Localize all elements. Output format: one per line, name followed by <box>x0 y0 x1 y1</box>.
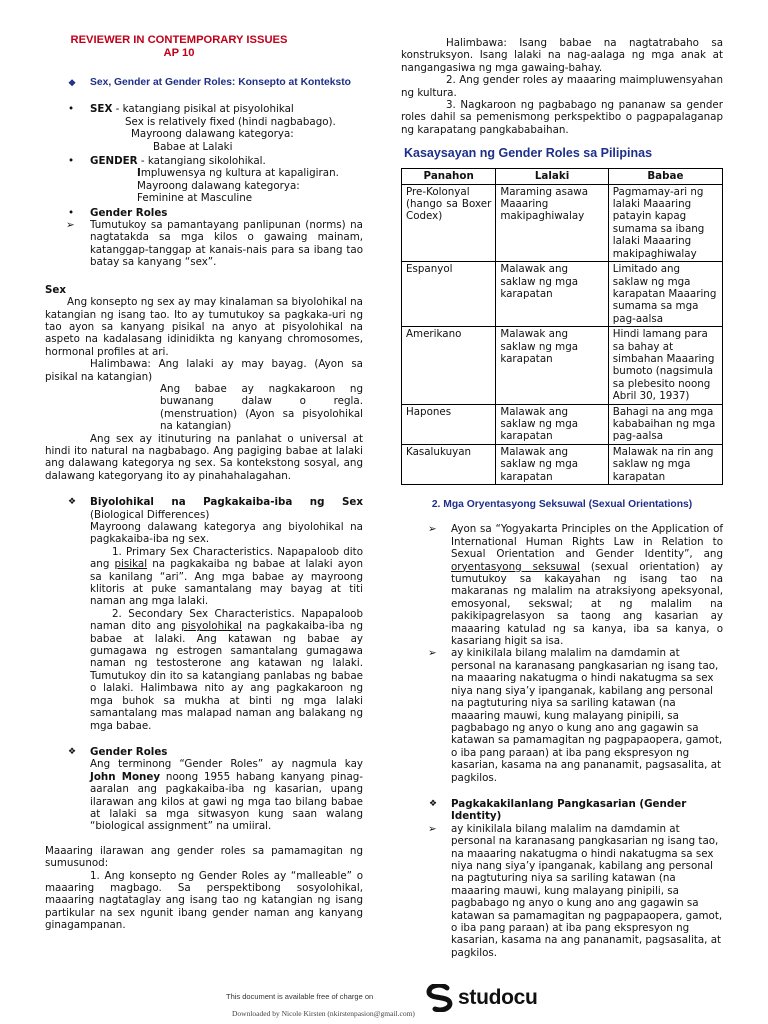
bullet-icon: • <box>68 155 75 168</box>
gender-categories: Feminine at Masculine <box>137 192 253 205</box>
table-cell: Hapones <box>402 404 496 444</box>
gender-roles-paragraph: Ang terminong “Gender Roles” ay nagmula kay John Money noong 1955 habang kanyang pinag- aaralan ang pagkakaiba-iba ng kasarian, upang ilarawan ang kilos at gawi ng mga tao bilang babae at lalaki sa mga sitwasyon kung saan walang “biological assignment” na umiiral. <box>90 758 363 833</box>
diamond-bullet-icon: ❖ <box>429 798 438 809</box>
gender-identity-definition: ➢ ay kinikilala bilang malalim na damdamin at personal na karanasang pangkasarian ng isang tao, na maaaring nakatugma o hindi nakatugma sa sex niya nang siya’y ipanganak, kabilang ang personal na pagtuturing niya sa sariling katawan (na maaaring mauwi, kung malayang pinipili, sa pagbabago ng anyo o kung ano ang gagawin sa katawan sa pamamagitan ng pagpapaopera, gamot, o iba pang paraan) at iba pang ekspresyon ng kasarian, kasama na ang pananamit, pagsasalita, at pagkilos. <box>428 822 723 959</box>
gender-identity-heading: ❖ Pagkakakilanlang Pangkasarian (Gender Identity) <box>429 797 687 823</box>
table-header: Lalaki <box>496 169 608 184</box>
diamond-bullet-icon: ❖ <box>68 78 77 88</box>
table-row <box>402 327 723 404</box>
sex-heading: Sex <box>45 283 67 296</box>
gender-definition: • GENDER - katangiang sikolohikal. <box>68 155 266 168</box>
table-header: Panahon <box>402 169 496 184</box>
bullet-icon: • <box>68 103 75 116</box>
table-cell: Pre-Kolonyal (hango sa Boxer Codex) <box>402 184 496 261</box>
arrow-bullet-icon: ➢ <box>428 523 437 536</box>
table-row <box>402 404 723 444</box>
diamond-bullet-icon: ❖ <box>68 497 77 508</box>
footer-downloaded-by: Downloaded by Nicole Kirsten (nkirstenpasion@gmail.com) <box>232 1009 415 1018</box>
sex-categories-label: Mayroong dalawang kategorya: <box>131 128 294 141</box>
primary-sex-characteristics: 1. Primary Sex Characteristics. Napapaloob dito ang pisikal na pagkakaiba ng babae at lalaki ayon sa kanilang “ari”. Ang mga babae ay mayroong klitoris at puke samantalang may bayag at titi naman ang mga lalaki. <box>90 545 363 608</box>
footer-availability: This document is available free of charge on <box>226 992 374 1001</box>
secondary-sex-characteristics: 2. Secondary Sex Characteristics. Napapaloob naman dito ang pisyolohikal na pagkakaiba-iba ng babae at lalaki. Ang katawan ng babae ay gumagawa ng estrogen samantalang gumagawa naman ng testosterone ang katawan ng lalaki. Tumutukoy din ito sa katangiang panlabas ng babae o lalaki. Halimbawa nito ay ang pagkakaroon ng mga buhok sa mukha at binti ng mga lalaki samantalang mas malapad naman ang balakang ng mga babae. <box>90 607 363 732</box>
sex-example-2: Ang babae ay nagkakaroon ng buwanang dalaw o regla. (menstruation) (Ayon sa pisyolohikal na katangian) <box>160 382 363 433</box>
document-title <box>0 34 363 60</box>
sex-categories: Babae at Lalaki <box>153 140 233 153</box>
title-line2: AP 10 <box>163 47 195 59</box>
gender-roles-heading: ❖ Gender Roles <box>68 745 168 758</box>
bio-intro: Mayroong dalawang kategorya ang biyolohikal na pagkakaiba-iba ng sex. <box>90 521 363 546</box>
gender-roles-example: Halimbawa: Isang babae na nagtatrabaho sa konstruksyon. Isang lalaki na nag-aalaga ng mga anak at nangangasiwa ng mga gawaing-bahay. <box>401 37 723 74</box>
table-cell: Bahagi na ang mga kababaihan ng mga pag-aalsa <box>608 404 722 444</box>
gender-influence: Impluwensya ng kultura at kapaligiran. <box>137 167 339 180</box>
table-cell: Espanyol <box>402 262 496 327</box>
sexual-orientation-point-2: ➢ ay kinikilala bilang malalim na damdamin at personal na karanasang pangkasarian ng isang tao, na maaaring nakatugma o hindi nakatugma sa sex niya nang siya’y ipanganak, kabilang ang personal na pagtuturing niya sa sariling katawan (na maaaring mauwi, kung malayang pinipili, sa pagbabago ng anyo o kung ano ang gagawin sa katawan sa pamamagitan ng pagpapaopera, gamot, o iba pang paraan) at iba pang ekspresyon ng kasarian, kasama na ang pananamit, pagsasalita, at pagkilos. <box>428 647 723 784</box>
studocu-wordmark: studocu <box>458 986 538 1009</box>
studocu-logo-icon <box>425 984 455 1012</box>
left-column <box>45 34 363 932</box>
table-cell: Kasalukuyan <box>402 444 496 484</box>
table-cell: Malawak ang saklaw ng mga karapatan <box>496 262 608 327</box>
gender-roles-description-3: 3. Nagkaroon ng pagbabago ng pananaw sa gender roles dahil sa pemenismong perkspektibo o pagpapalaganap ng karapatang pangkababaihan. <box>401 99 723 136</box>
sex-definition: • SEX - katangiang pisikal at pisyolohikal <box>68 103 294 116</box>
gender-roles-definition: ➢ Tumutukoy sa pamantayang panlipunan (norms) na nagtatakda sa mga kilos o gawaing mainam, katanggap-tanggap at kanais-nais para sa ibang tao batay sa kanyang “sex”. <box>66 219 363 269</box>
table-cell: Pagmamay-ari ng lalaki Maaaring patayin kapag sumama sa ibang lalaki Maaaring makipaghiwalay <box>608 184 722 261</box>
table-cell: Malawak ang saklaw ng mga karapatan <box>496 404 608 444</box>
gender-roles-description-intro: Maaaring ilarawan ang gender roles sa pamamagitan ng sumusunod: <box>45 844 363 870</box>
gender-roles-description-1: 1. Ang konsepto ng Gender Roles ay “malleable” o maaaring magbago. Sa perspektibong sosyolohikal, maaaring nagtataglay ang isang tao ng katangian ng isang partikular na sex ngunit ibang gender naman ang kanyang ginagampanan. <box>45 869 363 932</box>
table-cell: Limitado ang saklaw ng mga karapatan Maaaring sumama sa mga pag-aalsa <box>608 262 722 327</box>
sex-example-1: Halimbawa: Ang lalaki ay may bayag. (Ayon sa pisikal na katangian) <box>45 358 363 383</box>
table-row <box>402 444 723 484</box>
table-cell: Maraming asawa Maaaring makipaghiwalay <box>496 184 608 261</box>
bullet-icon: • <box>68 206 75 219</box>
gender-roles-bullet: • Gender Roles <box>68 206 168 219</box>
right-column <box>401 37 723 959</box>
gender-roles-history-table <box>401 168 723 485</box>
arrow-bullet-icon: ➢ <box>428 822 437 835</box>
table-header-row <box>402 169 723 184</box>
arrow-bullet-icon: ➢ <box>428 647 437 660</box>
section-heading-sex-gender: ❖ Sex, Gender at Gender Roles: Konsepto at Konteksto <box>68 77 351 88</box>
table-cell: Malawak na rin ang saklaw ng mga karapatan <box>608 444 722 484</box>
table-cell: Amerikano <box>402 327 496 404</box>
table-row <box>402 262 723 327</box>
gender-categories-label: Mayroong dalawang kategorya: <box>137 179 300 192</box>
arrow-bullet-icon: ➢ <box>66 219 75 232</box>
history-heading: Kasaysayan ng Gender Roles sa Pilipinas <box>404 146 653 161</box>
table-cell: Malawak ang saklaw ng mga karapatan <box>496 327 608 404</box>
sexual-orientation-heading: 2. Mga Oryentasyong Seksuwal (Sexual Orientations) <box>431 499 693 510</box>
table-row <box>402 184 723 261</box>
studocu-brand[interactable] <box>425 984 538 1012</box>
title-line1: REVIEWER IN CONTEMPORARY ISSUES <box>70 34 288 46</box>
sex-paragraph-2: Ang sex ay itinuturing na panlahat o universal at hindi ito natural na nagbabago. Ang pagiging babae at lalaki ang dalawang kategorya ng sex. Sa kontekstong sosyal, ang dalawang kategoryang ito ay pinahahalagahan. <box>45 432 363 482</box>
table-cell: Malawak ang saklaw ng mga karapatan <box>496 444 608 484</box>
sex-paragraph-1: Ang konsepto ng sex ay may kinalaman sa biyolohikal na katangian ng isang tao. Ito ay tumutukoy sa pagkaka-uri ng tao ayon sa kanyang pisikal na anyo at pisyolohikal na aspeto na kadalasang idinidikta ng kanyang chromosomes, hormonal profiles at ari. <box>45 296 363 358</box>
sex-fixed: Sex is relatively fixed (hindi nagbabago). <box>125 115 336 128</box>
biological-differences-heading: ❖ Biyolohikal na Pagkakaiba-iba ng Sex (Biological Differences) <box>68 496 363 521</box>
sexual-orientation-definition: ➢ Ayon sa “Yogyakarta Principles on the Application of International Human Rights Law in Relation to Sexual Orientation and Gender Identity”, ang oryentasyong seksuwal (sexual orientation) ay tumutukoy sa kakayahan ng isang tao na makaranas ng malalim na atraksiyong apeksyonal, emosyonal, sekswal; at ng malalim na pakikipagrelasyon sa taong ang kasarian ay maaaring katulad ng sa kanya, iba sa kanya, o kasariang higit sa isa. <box>428 523 723 648</box>
gender-roles-description-2: 2. Ang gender roles ay maaaring maimpluwensyahan ng kultura. <box>401 74 723 99</box>
diamond-bullet-icon: ❖ <box>68 746 77 757</box>
table-cell: Hindi lamang para sa bahay at simbahan Maaaring bumoto (nagsimula sa plebesito noong Abril 30, 1937) <box>608 327 722 404</box>
table-header: Babae <box>608 169 722 184</box>
biological-differences-body <box>45 521 363 732</box>
